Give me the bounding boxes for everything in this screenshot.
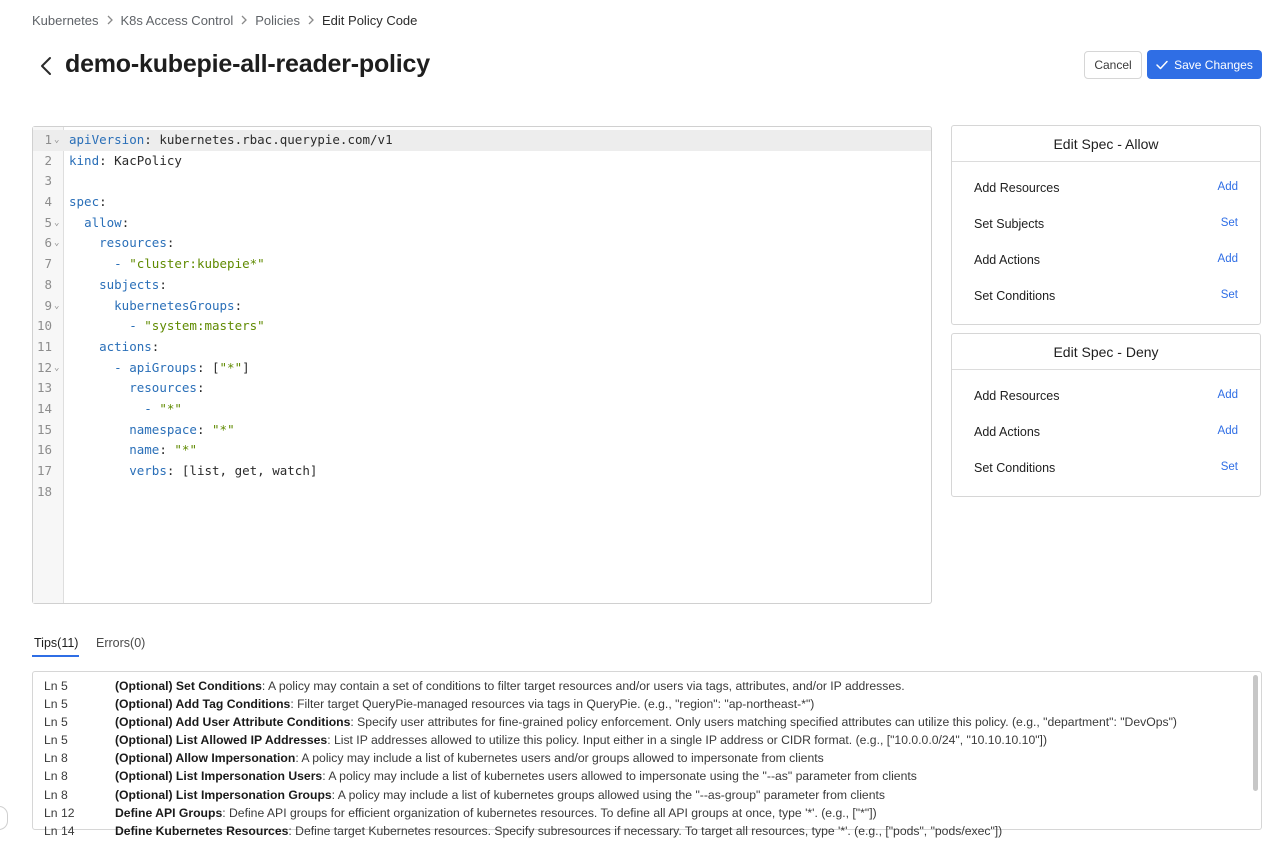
code-token: kind xyxy=(69,152,100,168)
tip-row[interactable] xyxy=(33,713,1261,731)
code-token xyxy=(69,298,114,313)
code-token xyxy=(69,339,99,354)
line-number: 10 xyxy=(36,318,52,334)
code-text xyxy=(69,275,167,296)
code-token xyxy=(69,277,99,292)
code-text xyxy=(69,213,129,234)
tips-scrollbar[interactable] xyxy=(1253,675,1258,791)
code-token: "cluster:kubepie*" xyxy=(129,256,265,272)
code-token xyxy=(69,401,144,416)
code-token: apiVersion xyxy=(69,132,145,147)
code-token: : xyxy=(166,235,175,251)
line-number: 6 xyxy=(44,235,52,251)
tip-line-ref: Ln 8 xyxy=(44,751,68,766)
chevron-left-icon xyxy=(39,56,53,76)
code-token: : xyxy=(196,421,213,437)
chevron-right-icon xyxy=(300,15,322,25)
tip-line-ref: Ln 8 xyxy=(44,787,68,802)
code-token: - xyxy=(114,256,130,272)
code-token: namespace xyxy=(129,421,197,437)
tip-description: : A policy may include a list of kubernetes users allowed to impersonate using the "--as" parameter from clients xyxy=(322,769,917,784)
code-line[interactable] xyxy=(33,378,931,399)
line-number: 16 xyxy=(36,442,52,458)
code-line[interactable] xyxy=(33,399,931,420)
code-line[interactable] xyxy=(33,337,931,358)
line-number: 18 xyxy=(36,483,52,499)
line-number: 14 xyxy=(36,400,52,416)
code-token: "*" xyxy=(159,400,182,416)
code-text xyxy=(69,316,265,337)
code-token: : kubernetes.rbac.querypie.com/v1 xyxy=(144,132,393,147)
code-token: "*" xyxy=(174,442,197,458)
add-resources-link[interactable]: Add xyxy=(1217,181,1238,193)
tip-description: : A policy may include a list of kubernetes groups allowed using the "--as-group" parameter from clients xyxy=(331,787,885,802)
chevron-right-icon xyxy=(233,15,255,25)
tip-title: (Optional) List Impersonation Groups xyxy=(115,787,332,802)
page-header xyxy=(32,48,1262,84)
check-icon xyxy=(1156,60,1168,70)
line-number: 4 xyxy=(44,194,52,210)
code-token xyxy=(69,380,129,395)
tip-row[interactable] xyxy=(33,731,1261,749)
tip-title: (Optional) Add Tag Conditions xyxy=(115,697,291,712)
tip-line-ref: Ln 5 xyxy=(44,697,68,712)
spec-deny-panel xyxy=(951,333,1261,497)
code-line[interactable] xyxy=(33,192,931,213)
tip-row[interactable] xyxy=(33,695,1261,713)
tip-description: : A policy may contain a set of conditions to filter target resources and/or users via tags, attributes, and/or IP addresses. xyxy=(261,679,905,693)
code-text xyxy=(69,440,197,461)
tip-line-ref: Ln 5 xyxy=(44,715,68,730)
code-token: resources xyxy=(99,235,167,251)
code-token: allow xyxy=(84,214,122,230)
breadcrumb xyxy=(32,12,417,28)
tips-panel[interactable] xyxy=(32,671,1262,838)
tip-title: Define API Groups xyxy=(115,805,223,820)
spec-allow-row-set-conditions xyxy=(952,279,1260,315)
tab-errors[interactable]: Errors(0) xyxy=(96,636,146,650)
spec-deny-row-set-conditions xyxy=(952,451,1260,487)
breadcrumb-item-policies[interactable]: Policies xyxy=(255,12,301,28)
spec-deny-title: Edit Spec - Deny xyxy=(952,334,1260,370)
code-token: : xyxy=(234,297,243,313)
tip-text xyxy=(115,786,885,804)
code-token: - xyxy=(144,400,160,416)
code-line[interactable] xyxy=(33,254,931,275)
line-number: 17 xyxy=(36,463,52,478)
tip-text xyxy=(115,731,1047,749)
fold-chevron-down-icon[interactable]: ⌄ xyxy=(54,135,60,145)
code-token xyxy=(69,360,114,375)
spec-row-label: Set Conditions xyxy=(974,289,1056,303)
code-line[interactable] xyxy=(33,420,931,441)
code-line[interactable] xyxy=(33,440,931,461)
code-line[interactable] xyxy=(33,461,931,482)
set-conditions-link[interactable]: Set xyxy=(1220,461,1238,473)
tip-text xyxy=(115,749,824,767)
code-token xyxy=(69,318,129,333)
tip-title: (Optional) List Allowed IP Addresses xyxy=(115,733,328,748)
tip-text xyxy=(115,804,877,822)
line-number: 3 xyxy=(44,173,52,189)
line-number: 13 xyxy=(36,380,52,396)
code-token: resources xyxy=(129,380,197,396)
active-tab-indicator xyxy=(32,655,79,657)
spec-row-label: Add Resources xyxy=(974,389,1060,403)
code-token: "*" xyxy=(219,359,243,375)
code-line[interactable] xyxy=(33,233,931,254)
set-conditions-link[interactable]: Set xyxy=(1220,289,1238,301)
code-line[interactable] xyxy=(33,316,931,337)
code-text xyxy=(69,461,317,482)
fold-chevron-down-icon[interactable]: ⌄ xyxy=(54,217,60,228)
code-token: verbs xyxy=(129,463,167,478)
add-resources-link[interactable]: Add xyxy=(1217,389,1238,401)
code-text xyxy=(69,233,174,254)
code-area[interactable] xyxy=(33,130,931,502)
code-editor[interactable] xyxy=(32,126,932,604)
spec-row-label: Set Conditions xyxy=(974,461,1056,475)
code-token: ] xyxy=(242,359,250,375)
line-number: 11 xyxy=(36,338,52,354)
tip-row[interactable] xyxy=(33,677,1261,695)
tips-list xyxy=(33,677,1261,840)
tip-description: : Specify user attributes for fine-grained policy enforcement. Only users matching specified attributes can utilize this policy. (e.g., "department": "DevOps") xyxy=(350,715,1177,730)
breadcrumb-item-k8s-access-control[interactable]: K8s Access Control xyxy=(120,12,234,28)
tip-line-ref: Ln 5 xyxy=(44,679,68,693)
breadcrumb-item-current: Edit Policy Code xyxy=(322,12,418,28)
fold-chevron-down-icon[interactable]: ⌄ xyxy=(54,300,60,311)
code-line[interactable] xyxy=(33,213,931,234)
code-text xyxy=(69,192,107,213)
cancel-button[interactable]: Cancel xyxy=(1084,51,1142,79)
code-token: : xyxy=(196,380,205,396)
code-line[interactable] xyxy=(33,296,931,317)
code-token xyxy=(69,442,129,457)
spec-allow-title: Edit Spec - Allow xyxy=(952,126,1260,162)
code-text xyxy=(69,378,204,399)
tip-title: (Optional) Add User Attribute Conditions xyxy=(115,715,351,730)
tip-title: (Optional) Set Conditions xyxy=(115,679,262,693)
code-line[interactable] xyxy=(33,151,931,172)
code-text xyxy=(69,296,242,317)
tip-title: (Optional) Allow Impersonation xyxy=(115,751,296,766)
tip-row[interactable] xyxy=(33,804,1261,822)
code-text xyxy=(69,254,265,275)
code-token: : KacPolicy xyxy=(99,152,182,168)
add-actions-link[interactable]: Add xyxy=(1217,253,1238,265)
tip-description: : Define API groups for efficient organization of kubernetes resources. To define all API groups at once, type '*'. (e.g., ["*"]) xyxy=(222,805,877,820)
spec-row-label: Add Resources xyxy=(974,181,1060,195)
line-number: 1 xyxy=(44,132,52,147)
line-number: 2 xyxy=(44,152,52,168)
line-number: 12 xyxy=(36,359,52,375)
code-text xyxy=(69,399,182,420)
code-token: : xyxy=(121,214,130,230)
spec-allow-row-add-resources xyxy=(952,171,1260,207)
tip-text xyxy=(115,695,814,713)
tip-row[interactable] xyxy=(33,786,1261,804)
code-token: - xyxy=(129,318,145,334)
code-text xyxy=(69,337,159,358)
code-token: : [ xyxy=(196,359,220,375)
tip-text xyxy=(115,767,917,785)
tip-description: : Define target Kubernetes resources. Specify subresources if necessary. To target all resources, type '*'. (e.g., ["pods", "pods/exec"]) xyxy=(288,823,1003,838)
line-number: 9 xyxy=(44,297,52,313)
tip-row[interactable] xyxy=(33,822,1261,840)
spec-deny-row-add-resources xyxy=(952,379,1260,415)
code-token xyxy=(69,463,129,478)
tip-text xyxy=(115,677,905,695)
spec-row-label: Set Subjects xyxy=(974,217,1045,231)
tip-line-ref: Ln 14 xyxy=(44,823,75,838)
code-text xyxy=(69,420,235,441)
code-token: : [list, get, watch] xyxy=(166,463,318,478)
line-number: 5 xyxy=(44,214,52,230)
code-line[interactable] xyxy=(33,358,931,379)
code-token: : xyxy=(159,276,167,292)
code-token: : xyxy=(159,442,175,458)
code-token xyxy=(69,215,84,230)
tip-title: (Optional) List Impersonation Users xyxy=(115,769,323,784)
fold-chevron-down-icon[interactable]: ⌄ xyxy=(54,362,60,373)
code-token: name xyxy=(129,442,160,458)
code-line[interactable] xyxy=(33,275,931,296)
tip-description: : List IP addresses allowed to utilize this policy. Input either in a single IP address or CIDR format. (e.g., ["10.0.0.0/24", "10.10.10.10"]) xyxy=(327,733,1048,748)
code-line[interactable] xyxy=(33,171,931,192)
code-token xyxy=(69,256,114,271)
line-number: 7 xyxy=(44,256,52,272)
tip-description: : A policy may include a list of kubernetes users and/or groups allowed to impersonate from clients xyxy=(295,751,824,766)
tip-line-ref: Ln 8 xyxy=(44,769,68,784)
code-token: spec xyxy=(69,194,100,210)
add-actions-link[interactable]: Add xyxy=(1217,425,1238,437)
tip-row[interactable] xyxy=(33,749,1261,767)
back-button[interactable] xyxy=(34,54,58,78)
spec-deny-row-add-actions xyxy=(952,415,1260,451)
code-token xyxy=(69,235,99,250)
breadcrumb-item-kubernetes[interactable]: Kubernetes xyxy=(32,12,99,28)
tab-tips[interactable]: Tips(11) xyxy=(34,636,79,650)
code-token: subjects xyxy=(99,276,160,292)
code-text xyxy=(69,358,250,379)
code-line[interactable] xyxy=(33,130,931,151)
chevron-right-icon xyxy=(99,15,121,25)
tip-text xyxy=(115,822,1002,840)
set-subjects-link[interactable]: Set xyxy=(1220,217,1238,229)
save-changes-label: Save Changes xyxy=(1174,57,1253,72)
spec-allow-row-set-subjects xyxy=(952,207,1260,243)
tip-line-ref: Ln 5 xyxy=(44,733,68,748)
code-token: "*" xyxy=(212,421,235,437)
code-text xyxy=(69,130,393,151)
save-changes-button[interactable] xyxy=(1147,50,1262,79)
tip-line-ref: Ln 12 xyxy=(44,805,75,820)
code-token: actions xyxy=(99,338,152,354)
code-line[interactable] xyxy=(33,482,931,503)
spec-row-label: Add Actions xyxy=(974,425,1041,439)
tip-row[interactable] xyxy=(33,767,1261,785)
tip-text xyxy=(115,713,1177,731)
page-title: demo-kubepie-all-reader-policy xyxy=(65,50,430,78)
fold-chevron-down-icon[interactable]: ⌄ xyxy=(54,238,60,249)
line-number: 8 xyxy=(44,276,52,292)
code-token: : xyxy=(151,338,160,354)
tip-title: Define Kubernetes Resources xyxy=(115,823,289,838)
code-token: - apiGroups xyxy=(114,359,197,375)
code-token xyxy=(69,422,129,437)
tip-description: : Filter target QueryPie-managed resources via tags in QueryPie. (e.g., "region": "ap-northeast-*") xyxy=(290,697,815,712)
spec-allow-row-add-actions xyxy=(952,243,1260,279)
spec-row-label: Add Actions xyxy=(974,253,1041,267)
code-token: "system:masters" xyxy=(144,318,265,334)
side-panel-handle[interactable] xyxy=(0,806,8,830)
code-token: : xyxy=(99,194,107,210)
line-number: 15 xyxy=(36,421,52,437)
code-token: kubernetesGroups xyxy=(114,297,235,313)
code-text xyxy=(69,151,182,172)
spec-allow-panel xyxy=(951,125,1261,325)
